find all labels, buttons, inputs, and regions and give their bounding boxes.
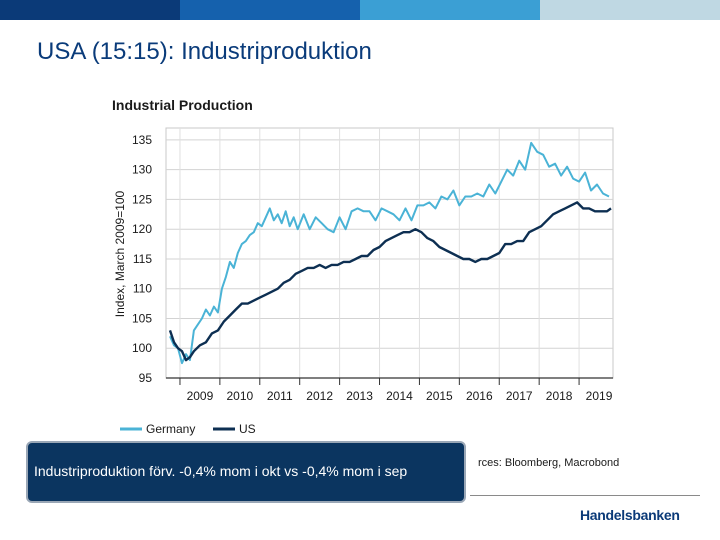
- x-tick-label: 2018: [545, 389, 573, 403]
- legend-label-us: US: [239, 422, 256, 436]
- x-tick-label: 2011: [266, 389, 293, 403]
- series-line-us: [170, 202, 611, 360]
- y-axis-label: Index, March 2009=100: [113, 190, 127, 318]
- y-tick-label: 125: [131, 192, 152, 207]
- x-tick-label: 2014: [386, 389, 413, 403]
- y-tick-label: 110: [132, 281, 152, 296]
- y-tick-label: 95: [138, 371, 152, 385]
- y-tick-label: 135: [131, 132, 152, 147]
- handelsbanken-logo: Handelsbanken: [580, 507, 680, 523]
- series-layer: [170, 143, 611, 363]
- y-tick-label: 100: [131, 341, 152, 356]
- footer-divider: [470, 495, 700, 496]
- y-tick-label: 130: [131, 162, 152, 177]
- axes: [132, 133, 613, 403]
- y-tick-label: 105: [131, 311, 152, 326]
- chart-title: Industrial Production: [112, 97, 253, 113]
- grid: [166, 128, 613, 378]
- source-note: rces: Bloomberg, Macrobond: [478, 457, 620, 469]
- x-tick-label: 2017: [505, 389, 533, 403]
- x-tick-label: 2013: [346, 389, 373, 403]
- plot-frame: [166, 128, 613, 378]
- legend-label-germany: Germany: [146, 422, 196, 436]
- caption-text: Industriproduktion förv. -0,4% mom i okt vs -0,4% mom i sep: [34, 463, 408, 479]
- x-tick-label: 2016: [465, 389, 493, 403]
- series-line-germany: [170, 143, 609, 363]
- y-tick-label: 115: [132, 251, 152, 266]
- x-tick-label: 2015: [426, 389, 453, 403]
- slide-title: USA (15:15): Industriproduktion: [37, 38, 372, 65]
- x-tick-label: 2012: [306, 389, 334, 403]
- legend: [120, 422, 256, 436]
- x-tick-label: 2009: [186, 389, 214, 403]
- x-tick-label: 2019: [585, 389, 613, 403]
- x-tick-label: 2010: [226, 389, 254, 403]
- y-tick-label: 120: [131, 222, 152, 237]
